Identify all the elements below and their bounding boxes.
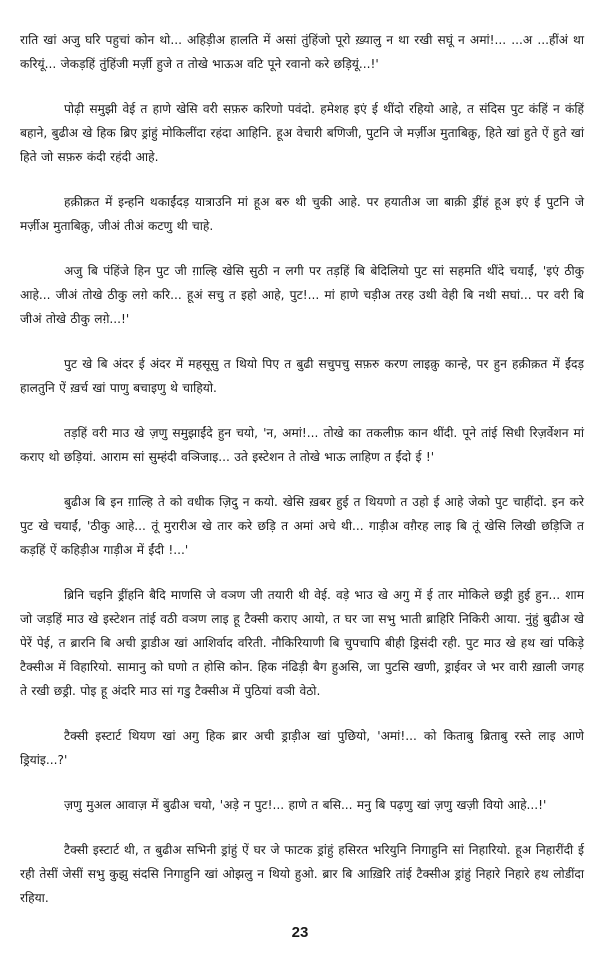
paragraph-4: अजु बि पंहिंजे हिन पुट जी ग़ाल्हि खेसि सुठी न लगी पर तड़हिं बि बेदिलियो पुट सां सहमति थींदे चयाईं, 'इएं ठीकु आहे... जीअं तोखे ठीकु लग़े करि... हूअं सचु त इहो आहे, पुट!... मां हाणे चड़ीअ तरह उथी वेही बि नथी सघां... पर वरी बि जीअं तोखे ठीकु लग़े...!': [20, 264, 584, 326]
paragraph-11: टैक्सी इस्टार्ट थी, त बुढीअ सभिनी ड्रांहुं ऐं घर जे फाटक ड्रांहुं हसिरत भरियुनि निगाहुनि सां निहारियो. हूअ निहारींदी ई रही तेसीं जेसीं सभु कुझु संदसि निगाहुनि खां ओझलु न थियो हुओ. ब्रार बि आख़िरि तांई टैक्सीअ ड्रांहुं निहारे निहारे हथ लोडींदा रहिया.: [20, 843, 584, 905]
paragraph-7: बुढीअ बि इन ग़ाल्हि ते को वधीक ज़िदु न कयो. खेसि ख़बर हुई त थियणो त उहो ई आहे जेको पुट चाहींदो. इन करे पुट खे चयाईं, 'ठीकु आहे... तूं मुरारीअ खे तार करे छड़ि त अमां अचे थी... गाड़ीअ वग़ैरह लाइ बि तूं खेसि लिखी छड़िजि त कड़हिं ऐं कहिड़ीअ गाड़ीअ में ईंदी !...': [20, 495, 584, 557]
paragraph-2: पोढ़ी समुझी वेई त हाणे खेसि वरी सफ़रु करिणो पवंदो. हमेशह इएं ई थींदो रहियो आहे, त संदिस पुट कंहिं न कंहिं बहाने, बुढीअ खे हिक ब्रिए ड्रांहुं मोकिलींदा रहंदा आहिनि. हूअ वेचारी बणिजी, पुटनि जे मर्ज़ीअ मुताबिक़ु, हिते खां हुते ऐं हुते खां हिते जो सफ़रु कंदी रहंदी आहे.: [20, 102, 584, 164]
paragraph-10: ज़णु मुअल आवाज़ में बुढीअ चयो, 'अड़े न पुट!... हाणे त बसि... मनु बि पढ़णु खां ज़णु खज़ी वियो आहे...!': [64, 798, 547, 812]
paragraph-5: पुट खे बि अंदर ई अंदर में महसूसु त थियो पिए त बुढी सचुपचु सफ़रु करण लाइक़ु कान्हे, पर हुन हक़ीक़त में ईंदड़ हालतुनि ऐं ख़र्च खां पाणु बचाइणु थे चाहियो.: [20, 357, 584, 395]
page-number: 23: [291, 924, 309, 941]
paragraph-9: टैक्सी इस्टार्ट थियण खां अगु हिक ब्रार अची ड्राड़ीअ खां पुछियो, 'अमां!... को किताबु ब्रिताबु रस्ते लाइ आणे ड्रियांइ...?': [20, 729, 584, 767]
paragraph-1: राति खां अजु घरि पहुचां कोन थो... अहिड़ीअ हालति में असां तुंहिंजो पूरो ख़्यालु न था रखी सघूं न अमां!... ...अ ...हींअं था करियूं... जेकड़हिं तुंहिंजी मर्ज़ी हुजे त तोखे भाऊअ वटि पूने रवानो करे छड़ियूं...!': [20, 33, 584, 71]
paragraph-6: तड़हिं वरी माउ खे ज़णु समुझाईंदे हुन चयो, 'न, अमां!... तोखे का तकलीफ़ कान थींदी. पूने तांई सिधी रिज़र्वेशन मां कराए थो छड़ियां. आराम सां सुम्हंदी वञिजाइ... उते इस्टेशन ते तोखे भाऊ लाहिण त ईंदो ई !': [20, 426, 584, 464]
paragraph-3: हक़ीक़त में इन्हनि थकाईंदड़ यात्राउनि मां हूअ बरु थी चुकी आहे. पर हयातीअ जा बाक़ी ड्रींहं हूअ इएं ई पुटनि जे मर्ज़ीअ मुताबिक़ु, जीअं तीअं कटणु थी चाहे.: [20, 195, 584, 233]
paragraph-8: ब्रिनि चइनि ड्रींहनि बैदि माणसि जे वञण जी तयारी थी वेई. वड़े भाउ खे अगु में ई तार मोकिले छड्री हुई हुन... शाम जो जड़हिं माउ खे इस्टेशन तांई वठी वञण लाइ हू टैक्सी कराए आयो, त घर जा सभु भाती ब्राहिरि निकिरी आया. नुंहुं बुढीअ खे पेरें पेई, त ब्रारनि बि अची ड्राडीअ खां आशिर्वाद वरिती. नौकिरियाणी बि चुपचापि बीही ड्रिसंदी रही. पुट माउ खे हथ खां पकिड़े टैक्सीअ में विहारियो. सामानु को घणो त होसि कोन. हिक नंढिड़ी बैग हुअसि, जा पुटसि खणी, ड्राईवर जे भर वारी ख़ाली जगह ते रखी छड्री. पोइ हू अंदरि माउ सां गडु टैक्सीअ में पुठियां वञी वेठो.: [20, 588, 584, 698]
